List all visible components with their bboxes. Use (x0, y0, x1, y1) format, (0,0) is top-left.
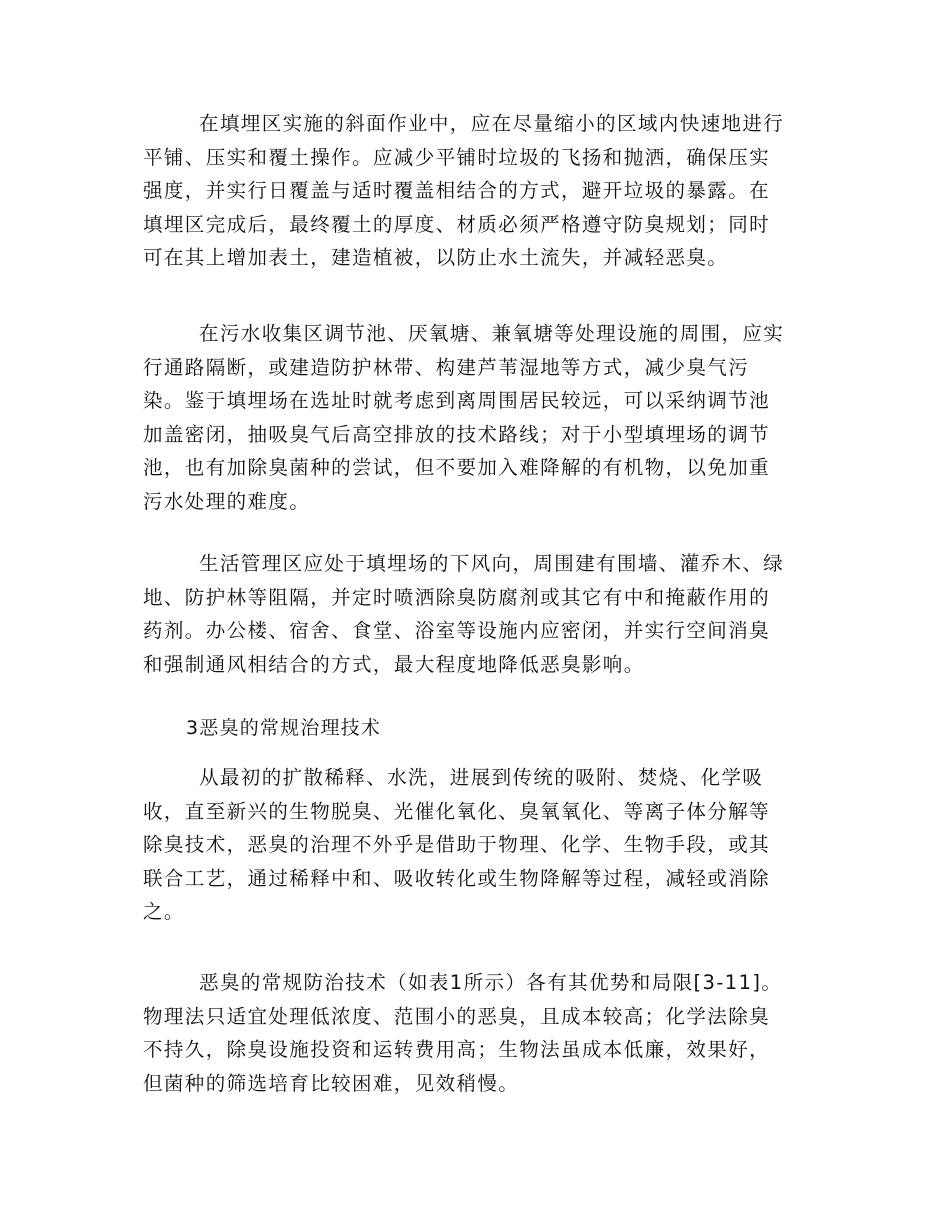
text-line: 染。鉴于填埋场在选址时就考虑到离周围居民较远，可以采纳调节池 (143, 389, 771, 413)
text-line: 除臭技术，恶臭的治理不外乎是借助于物理、化学、生物手段，或其 (143, 833, 771, 857)
paragraph-landfill-slope (143, 107, 813, 275)
paragraph-sewage-area (143, 317, 813, 519)
paragraph-management-area (143, 547, 813, 681)
paragraph-odor-treatment (143, 761, 813, 929)
text-line: 之。 (143, 900, 185, 924)
text-line: 不持久，除臭设施投资和运转费用高；生物法虽成本低廉，效果好， (143, 1038, 771, 1062)
text-line: 恶臭的常规防治技术（如表1所示）各有其优势和局限[3-11]。 (199, 971, 783, 994)
text-line: 在填埋区实施的斜面作业中，应在尽量缩小的区域内快速地进行 (199, 112, 785, 135)
text-line: 平铺、压实和覆土操作。应减少平铺时垃圾的飞扬和抛洒，确保压实 (143, 145, 771, 169)
text-line: 加盖密闭，抽吸臭气后高空排放的技术路线；对于小型填埋场的调节 (143, 422, 771, 446)
text-line: 污水处理的难度。 (143, 489, 311, 513)
text-line: 填埋区完成后，最终覆土的厚度、材质必须严格遵守防臭规划；同时 (143, 212, 771, 236)
text-line: 和强制通风相结合的方式，最大程度地降低恶臭影响。 (143, 652, 645, 676)
text-line: 行通路隔断，或建造防护林带、构建芦苇湿地等方式，减少臭气污 (143, 355, 750, 379)
text-line: 地、防护林等阻隔，并定时喷洒除臭防腐剂或其它有中和掩蔽作用的 (143, 585, 771, 609)
text-line: 药剂。办公楼、宿舍、食堂、浴室等设施内应密闭，并实行空间消臭 (143, 619, 771, 643)
text-line: 强度，并实行日覆盖与适时覆盖相结合的方式，避开垃圾的暴露。在 (143, 179, 771, 203)
text-line: 物理法只适宜处理低浓度、范围小的恶臭，且成本较高；化学法除臭 (143, 1004, 771, 1028)
text-line: 但菌种的筛选培育比较困难，见效稍慢。 (143, 1071, 520, 1095)
text-line: 可在其上增加表土，建造植被，以防止水土流失，并减轻恶臭。 (143, 246, 729, 270)
text-line: 收，直至新兴的生物脱臭、光催化氧化、臭氧氧化、等离子体分解等 (143, 799, 771, 823)
text-line: 生活管理区应处于填埋场的下风向，周围建有围墙、灌乔木、绿 (199, 552, 785, 575)
paragraph-conventional-methods (143, 966, 813, 1100)
text-line: 在污水收集区调节池、厌氧塘、兼氧塘等处理设施的周围，应实 (199, 322, 785, 345)
section-heading: 3恶臭的常规治理技术 (186, 717, 382, 739)
text-line: 联合工艺，通过稀释中和、吸收转化或生物降解等过程，减轻或消除 (143, 866, 771, 890)
text-line: 池，也有加除臭菌种的尝试，但不要加入难降解的有机物，以免加重 (143, 456, 771, 480)
text-line: 从最初的扩散稀释、水洗，进展到传统的吸附、焚烧、化学吸 (199, 766, 764, 789)
